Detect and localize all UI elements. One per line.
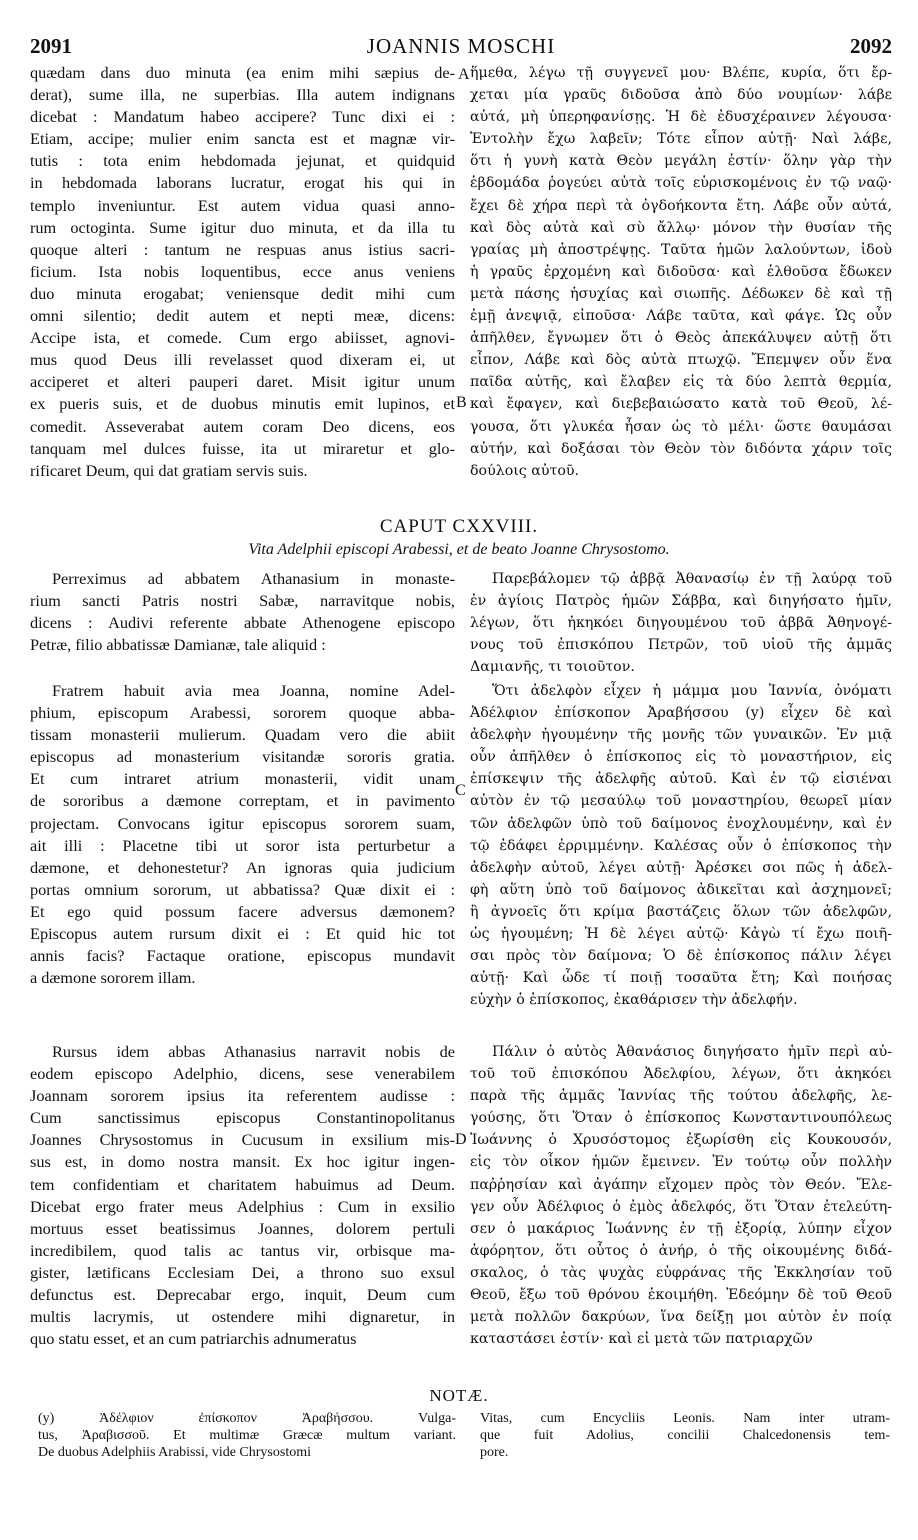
chapter-subtitle: Vita Adelphii episcopi Arabessi, et de beato Joanne Chrysostomo. xyxy=(248,541,670,558)
text-line: tanquam mel dulces fuisse, ita ut miraretur et glo- xyxy=(30,438,455,458)
text-line: Παρεβάλομεν τῷ ἀββᾷ Ἀθανασίῳ ἐν τῇ λαύρᾳ τοῦ xyxy=(492,571,892,587)
text-line: acciperet et alteri pauperi daret. Misit igitur unum xyxy=(30,372,455,392)
text-line: quoque alteri : tantum ne respuas anus istius sacri- xyxy=(30,239,455,259)
text-line: Perreximus ad abbatem Athanasium in monaste- xyxy=(52,569,455,588)
text-line: λέγων, ὅτι ἠκηκόει διηγουμένου τοῦ ἀββᾶ Ἀθηνογέ- xyxy=(470,615,892,632)
text-line: portas omnium sororum, ut abbatissa? Quæ dixit ei : xyxy=(30,879,455,899)
text-line: sus est, in domo nostra mansit. Ex hoc igitur ingen- xyxy=(30,1152,455,1172)
text-line: ἀφόρητον, ὅτι οὗτος ὁ ἀνήρ, ὁ τῆς οἰκουμένης διδά- xyxy=(470,1242,892,1259)
text-line: Accipe ista, et comede. Cum ergo abiisset, agnovi- xyxy=(30,328,455,348)
notes-heading: NOTÆ. xyxy=(429,1386,489,1405)
text-line: gister, lætificans Ecclesiam Dei, a throno suo exsul xyxy=(30,1262,455,1282)
text-line: tus, Ἀραβισσοῦ. Et multimæ Græcæ multum variant. xyxy=(38,1428,456,1443)
notes-left-column xyxy=(38,1410,456,1461)
text-line: ait illi : Placetne tibi ut soror ista perturbetur a xyxy=(30,835,455,855)
text-line: Dicebat ergo frater meus Adelphius : Cum in exsilio xyxy=(30,1196,455,1216)
text-line: αὐτὸν ἐν τῷ μεσαύλῳ τοῦ μοναστηρίου, θεωρεῖ μίαν xyxy=(470,793,892,810)
margin-marker-d: D xyxy=(455,1131,467,1148)
text-line: οὖν ἀπῆλθεν ὁ ἐπίσκοπος εἰς τὸ μοναστήριον, εἰς xyxy=(470,749,892,766)
text-line: Cum sanctissimus episcopus Constantinopolitanus xyxy=(30,1108,455,1128)
text-line: episcopus ad monasterium visitandæ sororis gratia. xyxy=(30,747,455,767)
text-line: Πάλιν ὁ αὐτὸς Ἀθανάσιος διηγήσατο ἡμῖν περὶ αὐ- xyxy=(492,1044,892,1060)
text-line: ἀδελφὴν αὐτοῦ, λέγει αὐτῇ· Ἀρέσκει σοι πῶς ἡ ἀδελ- xyxy=(470,859,892,876)
text-line: Vitas, cum Encycliis Leonis. Nam inter utram- xyxy=(480,1411,890,1426)
text-line: ὅτι ἡ γυνὴ κατὰ Θεὸν μεγάλη ἐστίν· ὅλην γὰρ τὴν xyxy=(470,153,892,170)
text-line: ἔχει δὲ χήρα περὶ τὰ ὀγδοήκοντα ἔτη. Λάβε οὖν αὐτά, xyxy=(470,197,892,214)
text-line: tem confidentiam et charitatem habuimus ad Deum. xyxy=(30,1174,455,1194)
text-line: Fratrem habuit avia mea Joanna, nomine Adel- xyxy=(52,681,455,700)
text-line: ἀδελφὴν ἡγουμένην τῆς μονῆς τῶν γυναικῶν. Ἐν μιᾷ xyxy=(470,727,892,744)
text-line: αὐτήν, καὶ δοξάσαι τὸν Θεὸν τὸν διδόντα χάριν τοῖς xyxy=(470,440,892,457)
latin-paragraph-3 xyxy=(30,1041,455,1350)
text-line: Petræ, filio abbatissæ Damianæ, tale aliquid : xyxy=(30,635,326,655)
left-page-number: 2091 xyxy=(30,34,72,58)
margin-marker-a: A xyxy=(458,66,470,83)
text-line: rum octoginta. Sume igitur duo minuta, et da illa tu xyxy=(30,217,455,237)
text-line: Etiam, accipe; mulier enim sancta est et magnæ vir- xyxy=(30,129,455,149)
text-line: ἑβδομάδα ῥογεύει αὐτὰ τοῖς εὑρισκομένοις ἐν τῷ ναῷ· xyxy=(470,175,892,192)
text-line: eodem episcopo Adelphio, dicens, sese venerabilem xyxy=(30,1064,455,1084)
text-line: αὐτά, μὴ ὑπερηφανίσῃς. Ἡ δὲ ἐδυσχέραινεν λέγουσα· xyxy=(470,109,892,126)
text-line: ἡ γραῦς ἐρχομένη καὶ διδοῦσα· καὶ ἐλθοῦσα ἔδωκεν xyxy=(470,263,892,280)
text-line: τῷ ἐδάφει ἐρριμμένην. Καλέσας οὖν ὁ ἐπίσκοπος τὴν xyxy=(470,837,892,854)
text-line: ficium. Ista nobis loquentibus, ecce anus veniens xyxy=(30,261,455,281)
text-line: dicens : Audivi referente abbate Athenogene episcopo xyxy=(30,613,455,633)
text-line: Joannam sororem ipsius ita referentem audisse : xyxy=(30,1086,455,1106)
text-line: rium sancti Patris nostri Sabæ, narravitque nobis, xyxy=(30,591,455,611)
text-line: σαι πρὸς τὸν δαίμονα; Ὁ δὲ ἐπίσκοπος πάλιν λέγει xyxy=(470,948,892,965)
greek-column-top xyxy=(470,62,892,482)
page-header xyxy=(30,34,892,60)
text-line: a dæmone sororem illam. xyxy=(30,968,196,988)
text-line: que fuit Adolius, concilii Chalcedonensis tem- xyxy=(480,1428,890,1443)
text-line: Δαμιανῆς, τι τοιοῦτον. xyxy=(470,659,635,676)
text-line: defunctus est. Deprecabar ergo, inquit, Deum cum xyxy=(30,1285,455,1305)
right-page-number: 2092 xyxy=(850,34,892,58)
text-line: τοῦ τοῦ ἐπισκόπου Ἀδελφίου, λέγων, ὅτι ἀκηκόει xyxy=(470,1066,892,1083)
text-line: de sororibus a dæmone correptam, et in pavimento xyxy=(30,791,455,811)
text-line: εἰς τὸν οἶκον ἡμῶν ἔμεινεν. Ἐν τούτῳ οὖν πολλὴν xyxy=(470,1154,892,1171)
text-line: derat), sume illa, ne superbias. Illa autem indignans xyxy=(30,85,455,105)
margin-marker-b: B xyxy=(456,394,467,411)
text-line: σκαλος, ὁ τὰς ψυχὰς εὐφράνας τῆς Ἐκκλησίαν τοῦ xyxy=(470,1264,892,1281)
text-line: γεν οὖν Ἀδέλφιος ὁ ἐμὸς ἀδελφός, ὅτι Ὅταν ἐτελεύτη- xyxy=(470,1198,892,1215)
text-line: Ὅτι ἀδελφὸν εἶχεν ἡ μάμμα μου Ἰαννία, ὀνόματι xyxy=(492,683,892,699)
text-line: De duobus Adelphiis Arabissi, vide Chrysostomi xyxy=(38,1445,311,1460)
text-line: Joannes Chrysostomus in Cucusum in exsilium mis- xyxy=(30,1130,455,1150)
text-line: Ἐντολὴν ἔχω λαβεῖν; Τότε εἶπον αὐτῇ· Ναὶ λάβε, xyxy=(470,131,892,148)
text-line: σεν ὁ μακάριος Ἰωάννης ἐν τῇ ἐξορίᾳ, λύπην εἶχον xyxy=(470,1220,892,1237)
text-line: δούλοις αὐτοῦ. xyxy=(470,462,579,479)
text-line: rificaret Deum, qui dat gratiam servis suis. xyxy=(30,460,308,480)
text-line: omni silentio; dedit autem et nepti meæ, dicens: xyxy=(30,306,455,326)
text-line: templo inveniuntur. Est autem vidua quasi anno- xyxy=(30,195,455,215)
text-line: ὡς ἡγουμένη; Ἡ δὲ λέγει αὐτῷ· Κἀγὼ τί ἔχω ποιῆ- xyxy=(470,926,892,943)
text-line: tissam monasterii mulierum. Quadam vero die abiit xyxy=(30,725,455,745)
text-line: γουσα, ὅτι γλυκέα ἦσαν ὡς τὸ μέλι· ὥστε θαυμάσαι xyxy=(470,418,892,435)
greek-paragraph-1 xyxy=(470,568,892,678)
text-line: μετὰ πολλῶν δακρύων, ἵνα δείξῃ μοι αὐτὸν ἐν ποίᾳ xyxy=(470,1309,892,1326)
latin-paragraph-2 xyxy=(30,680,455,989)
latin-column-top xyxy=(30,62,455,482)
margin-marker-c: C xyxy=(455,782,466,799)
text-line: φὴ αὕτη ὑπὸ τοῦ δαίμονος ἀδικεῖται καὶ ἀσχημονεῖ; xyxy=(470,881,892,898)
text-line: ἐπίσκεψιν τῆς ἀδελφῆς αὐτοῦ. Καὶ ἐν τῷ εἰσιέναι xyxy=(470,771,892,788)
notes-right-column xyxy=(480,1410,890,1461)
text-line: pore. xyxy=(480,1445,509,1460)
text-line: γραίας μὴ ἀποστρέψῃς. Ταῦτα ἡμῶν λαλούντων, ἰδοὺ xyxy=(470,241,892,258)
text-line: dæmone, et dehonestetur? An ignoras quia judicium xyxy=(30,857,455,877)
text-line: Ἰωάννης ὁ Χρυσόστομος ἐξωρίσθη εἰς Κουκουσόν, xyxy=(470,1132,892,1149)
text-line: incredibilem, quod talis ac tantus vir, orbisque ma- xyxy=(30,1240,455,1260)
text-line: τῶν ἀδελφῶν ὑπὸ τοῦ δαίμονος ἐνοχλουμένην, καὶ ἐν xyxy=(470,815,892,832)
text-line: μετὰ πάσης ἡσυχίας καὶ σιωπῆς. Δέδωκεν δὲ καὶ τῇ xyxy=(470,285,892,302)
text-line: παρὰ τῆς ἀμμᾶς Ἰαννίας τῆς τούτου ἀδελφῆς, λε- xyxy=(470,1088,892,1105)
text-line: καὶ δὸς αὐτὰ καὶ σὺ ἄλλῳ· μόνον τὴν θυσίαν τῆς xyxy=(470,219,892,236)
latin-paragraph-1 xyxy=(30,568,455,656)
text-line: annis facis? Factaque oratione, episcopus mundavit xyxy=(30,946,455,966)
text-line: tutis : tota enim hebdomada jejunat, et quidquid xyxy=(30,151,455,171)
text-line: phium, episcopum Arabessi, sororem quoque abba- xyxy=(30,703,455,723)
text-line: καταστάσει ἐστίν· καὶ εἰ μετὰ τῶν πατριαρχῶν xyxy=(470,1331,813,1348)
text-line: ἐμῇ ἀνεψιᾷ, εἰποῦσα· Λάβε ταῦτα, καὶ φάγε. Ὡς οὖν xyxy=(470,308,892,325)
text-line: αὐτῇ· Καὶ ὧδε τί ποιῇ τοσαῦτα ἔτη; Καὶ ποιήσας xyxy=(470,970,892,987)
text-line: (y) Ἀδέλφιον ἐπίσκοπον Ἀραβήσσου. Vulga- xyxy=(38,1411,456,1426)
text-line: ἀπῆλθεν, ἔγνωμεν ὅτι ὁ Θεὸς ἀπεκάλυψεν αὐτῇ ὅτι xyxy=(470,330,892,347)
text-line: mus quod Deus illi revelasset quod dixeram ei, ut xyxy=(30,350,455,370)
text-line: mortuus esset beatissimus Joannes, dolorem pertuli xyxy=(30,1218,455,1238)
greek-paragraph-2 xyxy=(470,680,892,1011)
text-line: Rursus idem abbas Athanasius narravit nobis de xyxy=(52,1042,455,1061)
text-line: Et ego quid possum facere adversus dæmonem? xyxy=(30,901,455,921)
text-line: ex pueris suis, et de duobus minutis emit lupinos, et xyxy=(30,394,455,414)
text-line: νους τοῦ ἐπισκόπου Πετρῶν, τοῦ υἱοῦ τῆς ἀμμᾶς xyxy=(470,637,892,654)
text-line: Et cum intraret atrium monasterii, vidit unam xyxy=(30,769,455,789)
text-line: ἢ ἀγνοεῖς ὅτι κρίμα βαστάζεις ὅλων τῶν ἀδελφῶν, xyxy=(470,903,892,920)
text-line: εὐχὴν ὁ ἐπίσκοπος, ἐκαθάρισεν τὴν ἀδελφήν. xyxy=(470,992,798,1009)
greek-paragraph-3 xyxy=(470,1041,892,1350)
text-line: ἥμεθα, λέγω τῇ συγγενεῖ μου· Βλέπε, κυρία, ὅτι ἔρ- xyxy=(470,65,892,81)
text-line: dicebat : Mandatum habeo accipere? Tunc dixi ei : xyxy=(30,107,455,127)
text-line: γούσης, ὅτι Ὅταν ὁ ἐπίσκοπος Κωνσταντινουπόλεως xyxy=(470,1110,892,1127)
text-line: quo statu esset, et an cum patriarchis adnumeratus xyxy=(30,1329,357,1349)
text-line: παῤῥησίαν καὶ ἀγάπην εἴχομεν πρὸς τὸν Θεόν. Ἔλε- xyxy=(470,1176,892,1193)
text-line: multis lacrymis, ut ostendere mihi dignaretur, in xyxy=(30,1307,455,1327)
text-line: quædam dans duo minuta (ea enim mihi sæpius de- xyxy=(30,63,455,82)
text-line: καὶ ἔφαγεν, καὶ διεβεβαιώσατο κατὰ τοῦ Θεοῦ, λέ- xyxy=(470,396,892,413)
text-line: παῖδα αὐτῆς, καὶ ἔλαβεν εἰς τὰ δύο λεπτὰ θερμία, xyxy=(470,374,892,391)
text-line: projectam. Convocans igitur episcopus sororem suam, xyxy=(30,813,455,833)
text-line: Θεοῦ, ἔξω τοῦ θρόνου ἐκοιμήθη. Ἐδεόμην δὲ τοῦ Θεοῦ xyxy=(470,1287,892,1304)
text-line: χεται μία γραῦς διδοῦσα ἀπὸ δύο νουμίων· λάβε xyxy=(470,87,892,104)
text-line: ἐν ἁγίοις Πατρὸς ἡμῶν Σάββα, καὶ διηγήσατο ἡμῖν, xyxy=(470,593,892,610)
text-line: in hebdomada laborans lucratur, erogat his qui in xyxy=(30,173,455,193)
running-title: JOANNIS MOSCHI xyxy=(366,34,556,58)
text-line: εἶπον, Λάβε καὶ δὸς αὐτὰ πτωχῷ. Ἔπεμψεν οὖν ἕνα xyxy=(470,352,892,369)
chapter-title: CAPUT CXXVIII. xyxy=(379,516,539,537)
text-line: duo minuta erogabat; veniensque dedit mihi cum xyxy=(30,283,455,303)
text-line: Episcopus autem rursum dixit ei : Et quid hic tot xyxy=(30,924,455,944)
text-line: Ἀδέλφιον ἐπίσκοπον Ἀραβήσσου (y) εἶχεν δὲ καὶ xyxy=(470,705,892,722)
text-line: comedit. Asseverabat autem coram Deo dicens, eos xyxy=(30,416,455,436)
